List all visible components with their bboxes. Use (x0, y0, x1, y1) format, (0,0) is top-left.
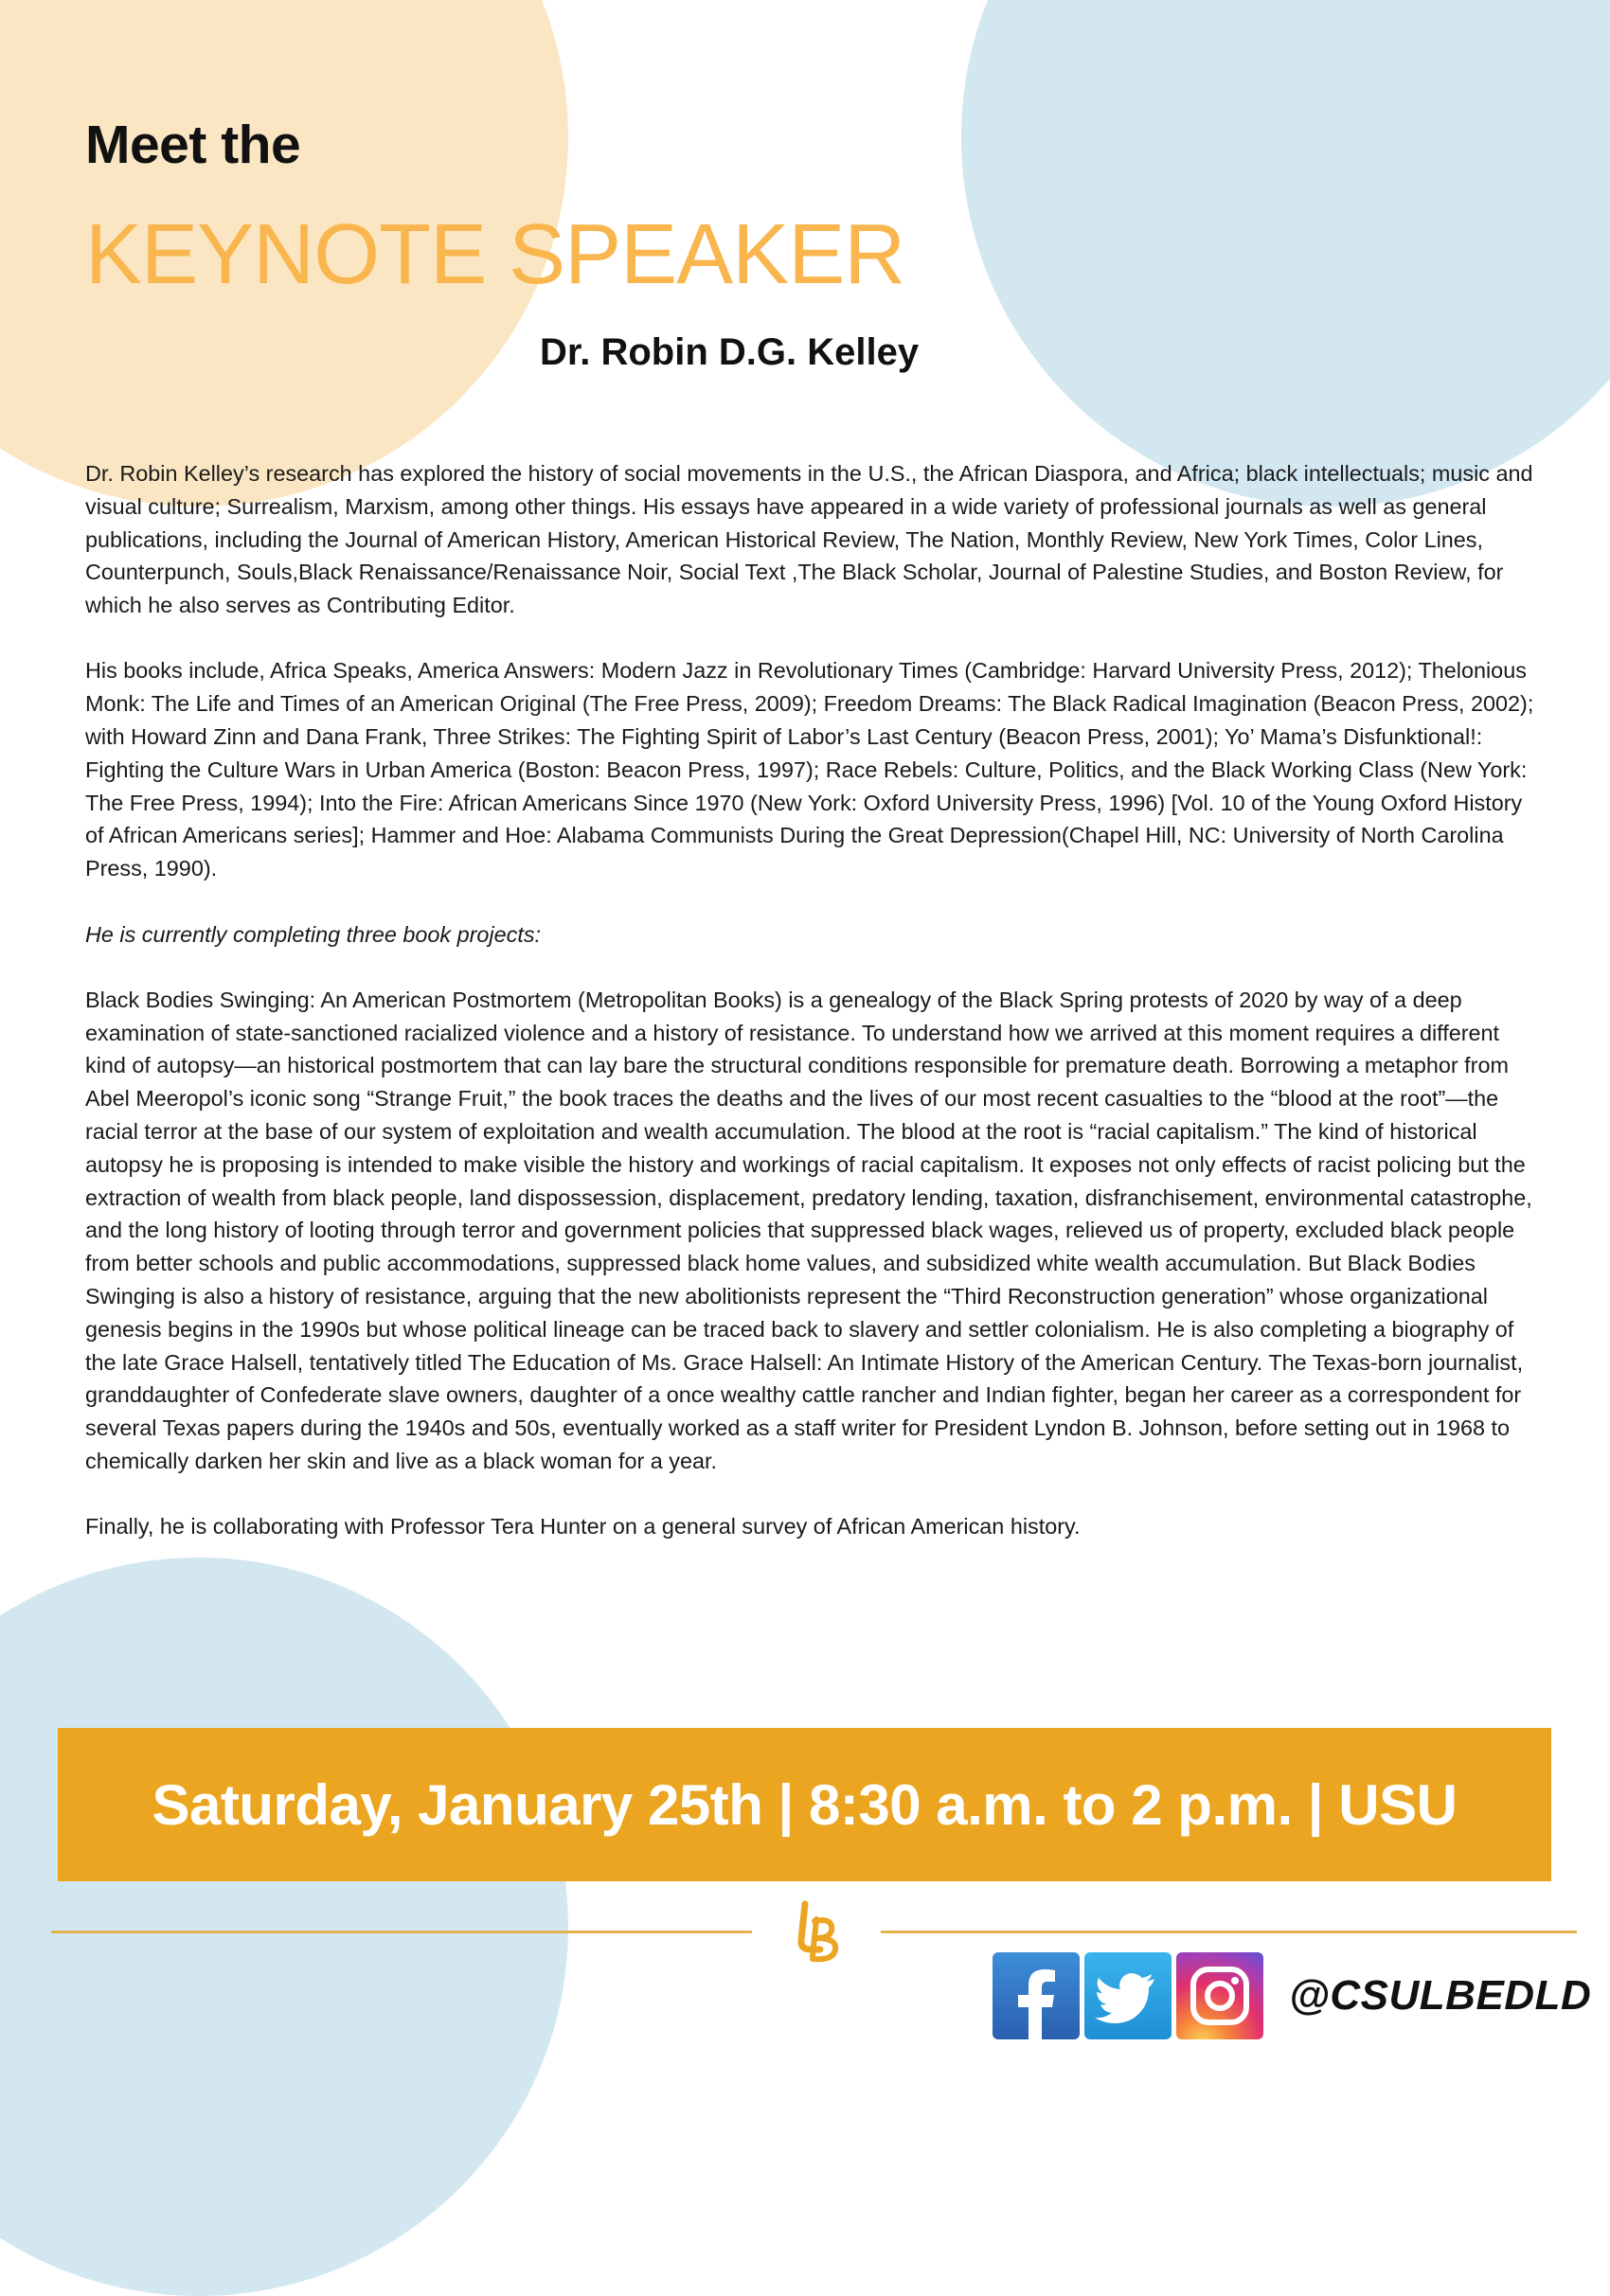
social-bar (993, 1952, 1591, 2039)
instagram-icon[interactable] (1176, 1952, 1263, 2039)
twitter-icon[interactable] (1084, 1952, 1172, 2039)
facebook-icon[interactable] (993, 1952, 1080, 2039)
bio-paragraph-projects-intro: He is currently completing three book projects: (85, 921, 542, 947)
speaker-bio (85, 457, 1539, 1576)
bio-paragraph-books: His books include, Africa Speaks, America Answers: Modern Jazz in Revolutionary Times (Cambridge: Harvard University Press, 2012); Thelonious Monk: The Life and Times of an American Original (The Free Press, 2009); Freedom Dreams: The Black Radical Imagination (Beacon Press, 2002); with Howard Zinn and Dana Frank, Three Strikes: The Fighting Spirit of Labor’s Last Century (Beacon Press, 2001); Yo’ Mama’s Disfunktional!: Fighting the Culture Wars in Urban America (Boston: Beacon Press, 1997); Race Rebels: Culture, Politics, and the Black Working Class (New York: The Free Press, 1994); Into the Fire: African Americans Since 1970 (New York: Oxford University Press, 1996) [Vol. 10 of the Young Oxford History of African Americans series]; Hammer and Hoe: Alabama Communists During the Great Depression(Chapel Hill, NC: University of North Carolina Press, 1990). (85, 658, 1534, 881)
bio-paragraph-research: Dr. Robin Kelley’s research has explored the history of social movements in the U.S., the African Diaspora, and Africa; black intellectuals; music and visual culture; Surrealism, Marxism, among other things. His essays have appeared in a wide variety of professional journals as well as general publications, including the Journal of American History, American Historical Review, The Nation, Monthly Review, New York Times, Color Lines, Counterpunch, Souls,Black Renaissance/Renaissance Noir, Social Text ,The Black Scholar, Journal of Palestine Studies, and Boston Review, for which he also serves as Contributing Editor. (85, 461, 1533, 618)
social-handle: @CSULBEDLD (1289, 1972, 1592, 2019)
heading-keynote-speaker: KEYNOTE SPEAKER (85, 207, 905, 302)
divider-right (881, 1931, 1577, 1933)
event-banner (58, 1728, 1551, 1881)
bio-paragraph-projects: Black Bodies Swinging: An American Postmortem (Metropolitan Books) is a genealogy of the Black Spring protests of 2020 by way of a deep examination of state-sanctioned racialized violence and a history of resistance. To understand how we arrived at this moment requires a different kind of autopsy—an historical postmortem that can lay bare the structural conditions responsible for premature death. Borrowing a metaphor from Abel Meeropol’s iconic song “Strange Fruit,” the book traces the deaths and the lives of our most recent casualties to the “blood at the root”—the racial terror at the base of our system of exploitation and wealth accumulation. The blood at the root is “racial capitalism.” The kind of historical autopsy he is proposing is intended to make visible the history and workings of racial capitalism. It exposes not only effects of racist policing but the extraction of wealth from black people, land dispossession, displacement, predatory lending, taxation, disfranchisement, environmental catastrophe, and the long history of looting through terror and government policies that suppressed black wages, relieved us of property, excluded black people from better schools and public accommodations, suppressed black home values, and subsidized white wealth accumulation. But Black Bodies Swinging is also a history of resistance, arguing that the new abolitionists represent the “Third Reconstruction generation” whose organizational genesis begins in the 1990s but whose political lineage can be traced back to slavery and settler colonialism. He is also completing a biography of the late Grace Halsell, tentatively titled The Education of Ms. Grace Halsell: An Intimate History of the American Century. The Texas-born journalist, granddaughter of Confederate slave owners, daughter of a once wealthy cattle rancher and Indian fighter, began her career as a correspondent for several Texas papers during the 1940s and 50s, eventually worked as a staff writer for President Lyndon B. Johnson, before setting out in 1968 to chemically darken her skin and live as a black woman for a year. (85, 987, 1532, 1474)
heading-meet: Meet the (85, 115, 301, 175)
event-details: Saturday, January 25th | 8:30 a.m. to 2 p.m. | USU (152, 1772, 1458, 1837)
speaker-name: Dr. Robin D.G. Kelley (540, 331, 920, 373)
bio-paragraph-collaboration: Finally, he is collaborating with Professor Tera Hunter on a general survey of African American history. (85, 1514, 1081, 1540)
divider-left (51, 1931, 752, 1933)
lb-monogram-icon (788, 1898, 845, 1967)
